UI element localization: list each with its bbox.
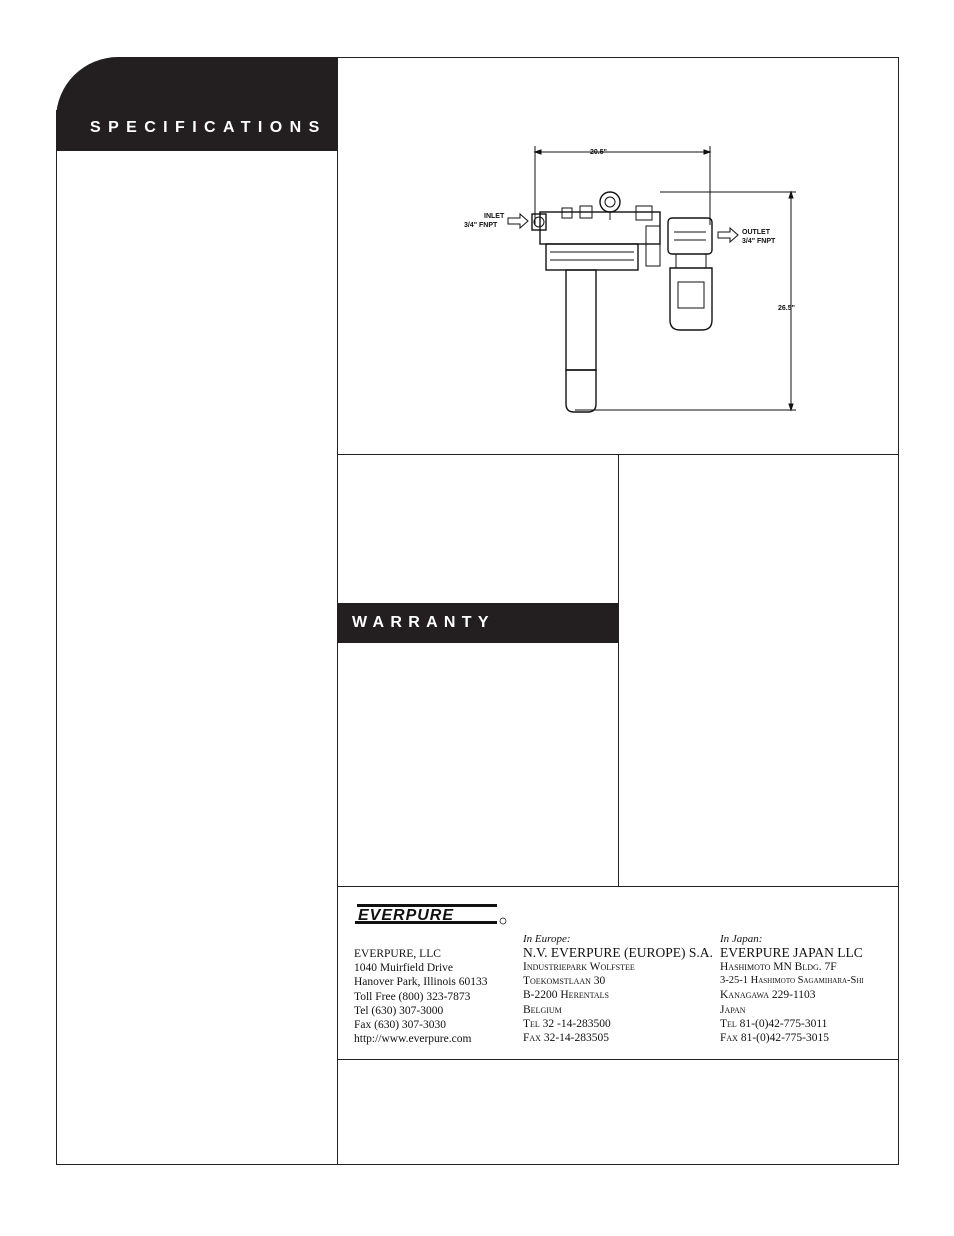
address-line: Belgium (523, 1003, 562, 1016)
outlet-size-label: 3/4" FNPT (742, 238, 776, 245)
logo-wordmark: EVERPURE (358, 907, 455, 924)
warranty-title: WARRANTY (352, 614, 495, 631)
phone-line: Tel 32 -14-283500 (523, 1017, 611, 1030)
fax-line: Fax (630) 307-3030 (354, 1019, 446, 1032)
inlet-label: INLET (484, 213, 505, 220)
contact-usa (354, 947, 488, 1046)
everpure-logo (355, 903, 507, 925)
fax-line: Fax 32-14-283505 (523, 1032, 609, 1045)
region-europe: In Europe: (523, 933, 571, 945)
top-border (337, 57, 899, 58)
height-dimension-label: 26.5" (778, 305, 795, 312)
phone-line: Toll Free (800) 323-7873 (354, 990, 471, 1003)
address-line: Hashimoto MN Bldg. 7F (720, 961, 837, 973)
spec-header-bottom-rule (56, 150, 337, 151)
bottom-border (56, 1164, 899, 1165)
left-border (56, 110, 57, 1165)
company-japan: EVERPURE JAPAN LLC (720, 945, 863, 960)
mid-column-divider (618, 454, 619, 886)
address-line: 1040 Muirfield Drive (354, 962, 454, 975)
company-europe: N.V. EVERPURE (EUROPE) S.A. (523, 945, 713, 960)
address-line: B-2200 Herentals (523, 989, 609, 1002)
address-line: Hanover Park, Illinois 60133 (354, 976, 488, 989)
filter-system-drawing (440, 140, 820, 430)
phone-line: Tel 81-(0)42-775-3011 (720, 1017, 828, 1030)
address-line: Kanagawa 229-1103 (720, 989, 816, 1002)
address-line: Toekomstlaan 30 (523, 975, 606, 988)
outlet-label: OUTLET (742, 229, 770, 236)
fax-line: Fax 81-(0)42-775-3015 (720, 1032, 829, 1045)
address-line: Japan (720, 1003, 746, 1016)
width-dimension-label: 20.5" (590, 149, 607, 156)
address-line: Industriepark Wolfstee (523, 961, 635, 973)
phone-line: Tel (630) 307-3000 (354, 1004, 444, 1017)
footer-bottom-divider (337, 1059, 899, 1060)
region-japan: In Japan: (720, 933, 763, 945)
company-usa: EVERPURE, LLC (354, 948, 441, 960)
contact-europe (523, 934, 713, 1045)
address-line: 3-25-1 Hashimoto Sagamihara-Shi (720, 975, 864, 987)
specifications-title: SPECIFICATIONS (90, 119, 327, 136)
right-border (898, 57, 899, 1165)
inlet-size-label: 3/4" FNPT (464, 222, 498, 229)
contact-japan (720, 934, 864, 1045)
website-link[interactable]: http://www.everpure.com (354, 1033, 472, 1046)
footer-top-divider (337, 886, 899, 887)
